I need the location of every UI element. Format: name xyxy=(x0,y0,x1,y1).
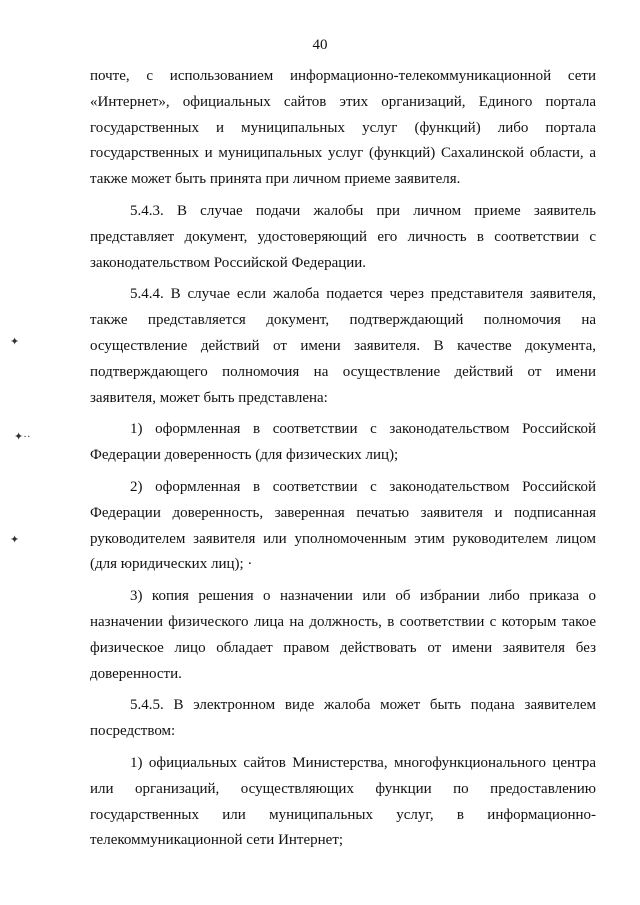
paragraph-5-4-4: 5.4.4. В случае если жалоба подается через представителя заявителя, также представляется документ, подтверждающий полномочия на осуществление действий от имени заявителя. В качестве документа, подтверждающего полномочия на осуществление действий от имени заявителя, может быть представлена: xyxy=(90,286,596,406)
list-item-electronic-1: 1) официальных сайтов Министерства, многофункционального центра или организаций, осуществляющих функции по предоставлению государственных или муниципальных услуг, в информационно-телекоммуникационной сети Интернет; xyxy=(90,754,596,849)
list-item-3: 3) копия решения о назначении или об избрании либо приказа о назначении физического лица на должность, в соответствии с которым такое физическое лицо обладает правом действовать от имени заявителя без доверенности. xyxy=(90,588,596,682)
margin-mark-1: ✦ xyxy=(10,336,20,348)
paragraph-continuation: почте, с использованием информационно-телекоммуникационной сети «Интернет», официальных сайтов этих организаций, Единого портала государственных и муниципальных услуг (функций) либо портала государственных и муниципальных услуг (функций) Сахалинской области, а также может быть принята при личном приеме заявителя. xyxy=(90,68,596,188)
list-item-1: 1) оформленная в соответствии с законодательством Российской Федерации доверенность (для физических лиц); xyxy=(90,421,596,464)
page-number: 40 xyxy=(312,37,328,53)
document-body xyxy=(90,64,596,860)
margin-mark-3: ✦ xyxy=(10,534,20,546)
paragraph-5-4-5: 5.4.5. В электронном виде жалоба может быть подана заявителем посредством: xyxy=(90,697,596,740)
list-item-2: 2) оформленная в соответствии с законодательством Российской Федерации доверенность, заверенная печатью заявителя и подписанная руководителем заявителя или уполномоченным этим руководителем лицом (для юридических лиц); · xyxy=(90,478,596,573)
margin-mark-2: ✦·· xyxy=(14,431,31,443)
paragraph-5-4-3: 5.4.3. В случае подачи жалобы при личном приеме заявитель представляет документ, удостоверяющий его личность в соответствии с законодательством Российской Федерации. xyxy=(90,202,596,271)
